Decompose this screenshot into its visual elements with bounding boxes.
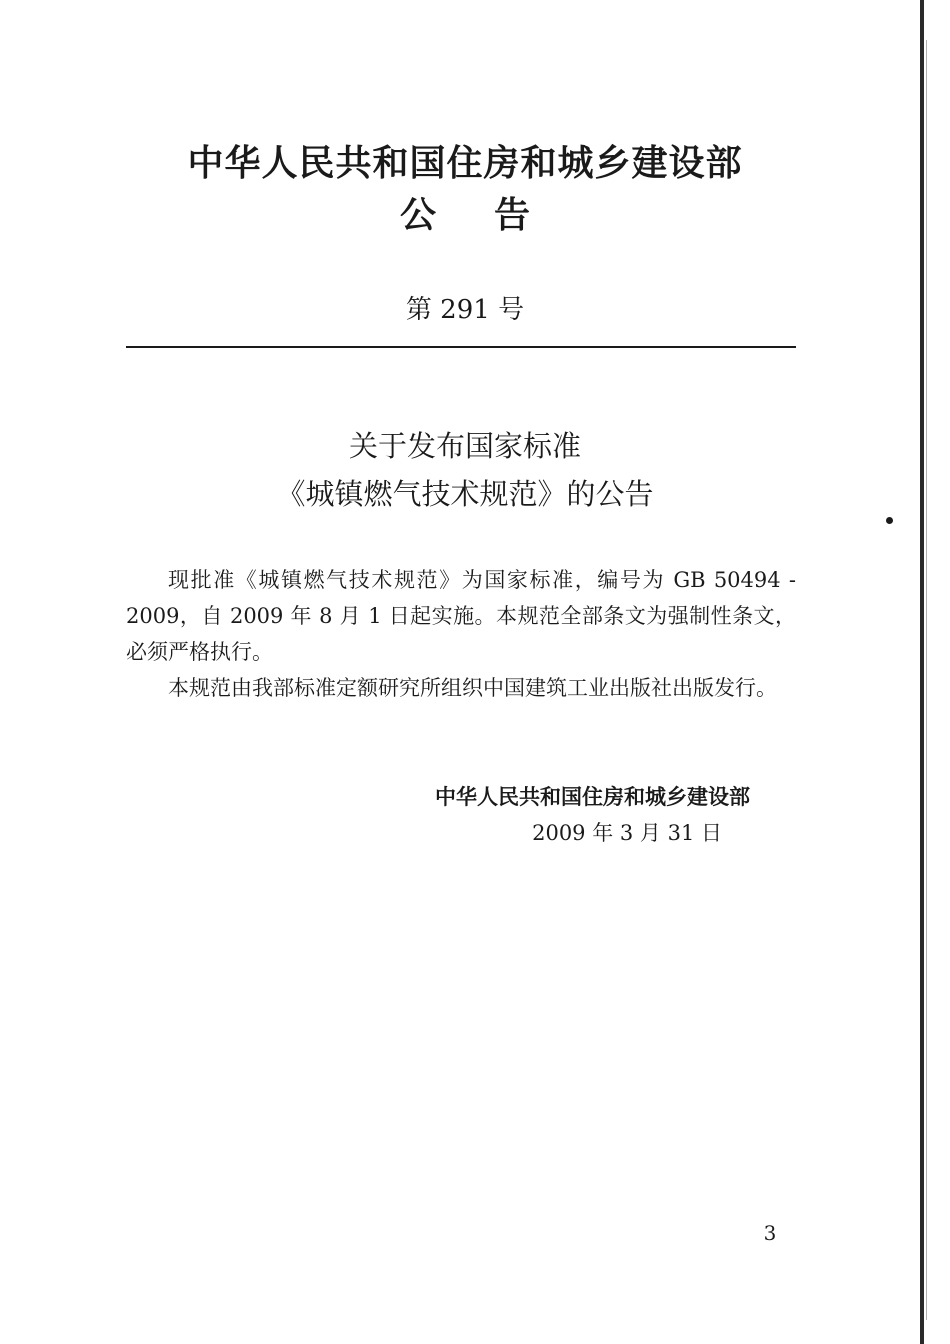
page-number: 3	[763, 1221, 777, 1245]
horizontal-rule	[126, 346, 796, 348]
signature-date: 2009 年 3 月 31 日	[532, 821, 722, 845]
scan-artifact-dot	[886, 517, 893, 524]
body-paragraph-2: 本规范由我部标准定额研究所组织中国建筑工业出版社出版发行。	[168, 676, 777, 700]
signature-organization: 中华人民共和国住房和城乡建设部	[435, 785, 750, 809]
subject-line-2: 《城镇燃气技术规范》的公告	[276, 477, 654, 511]
document-number: 第 291 号	[405, 295, 525, 325]
body-paragraph-1: 现批准《城镇燃气技术规范》为国家标准，编号为 GB 50494 - 2009，自 2009 年 8 月 1 日起实施。本规范全部条文为强制性条文，必须严格执行。	[126, 568, 796, 664]
ministry-title: 中华人民共和国住房和城乡建设部	[187, 143, 743, 184]
subject-line-1: 关于发布国家标准	[348, 429, 581, 463]
announcement-label: 公告	[399, 195, 588, 236]
